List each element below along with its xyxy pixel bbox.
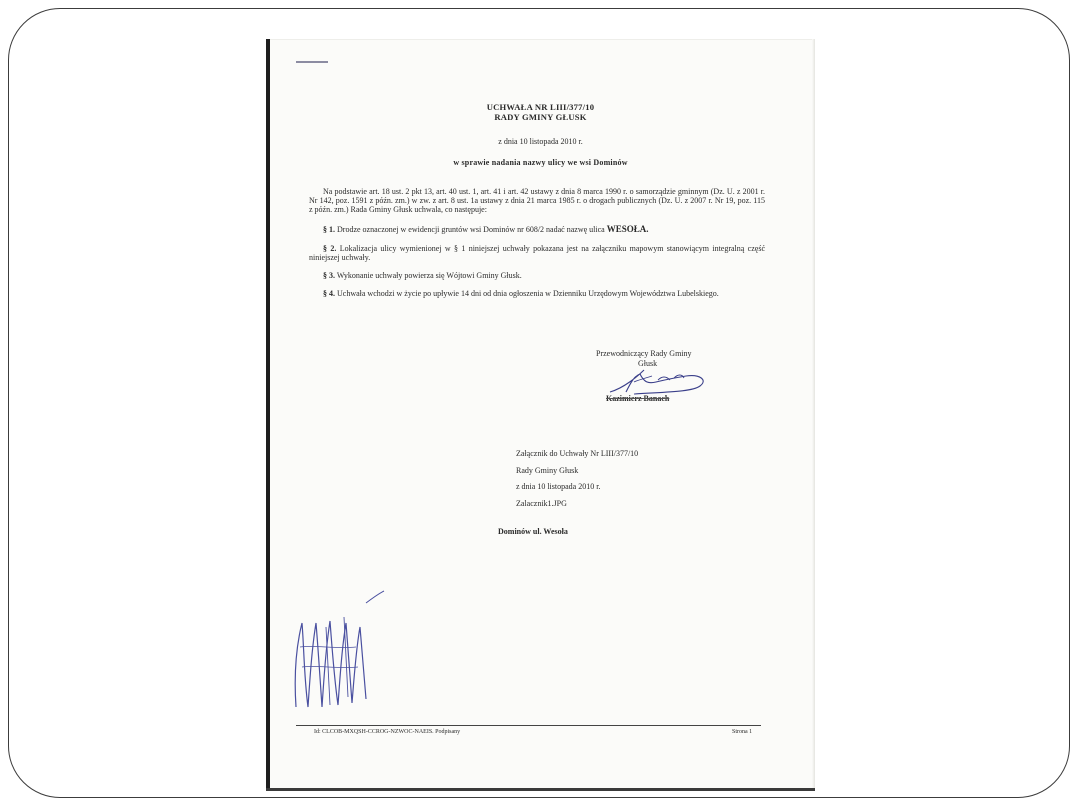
preamble: Na podstawie art. 18 ust. 2 pkt 13, art. 40 ust. 1, art. 41 i art. 42 ustawy z dnia 8 marca 1990 r. o samorządzie gminnym (Dz. U. z 2001 r. Nr 142, poz. 1591 z późn. zm.) w zw. z art. 8 ust. 1a ustawy z dnia 21 marca 1985 r. o drogach publicznych (Dz. U. z 2007 r. Nr 19, poz. 115 z późn. zm.) Rada Gminy Głusk uchwala, co następuje: xyxy=(309,187,765,214)
section-2 xyxy=(309,244,765,262)
signatory-municipality: Głusk xyxy=(638,359,658,368)
section-number: § 3. xyxy=(323,271,335,280)
section-4 xyxy=(309,289,765,298)
page-number: Strona 1 xyxy=(732,729,753,735)
signatory-role: Przewodniczący Rady Gminy xyxy=(596,349,692,358)
scan-right-shade xyxy=(812,39,815,791)
section-text: Wykonanie uchwały powierza się Wójtowi Gminy Głusk. xyxy=(336,271,522,280)
section-number: § 2. xyxy=(323,244,337,253)
resolution-subject: w sprawie nadania nazwy ulicy we wsi Dominów xyxy=(453,158,628,167)
section-text: Uchwała wchodzi w życie po upływie 14 dni od dnia ogłoszenia w Dzienniku Urzędowym Województwa Lubelskiego. xyxy=(337,289,719,298)
section-number: § 4. xyxy=(323,289,335,298)
scan-bottom-edge xyxy=(266,788,815,791)
attachment-line-1: Załącznik do Uchwały Nr LIII/377/10 xyxy=(516,449,639,458)
map-caption: Dominów ul. Wesoła xyxy=(498,527,568,536)
footer-rule xyxy=(296,725,761,726)
attachment-line-2: Rady Gminy Głusk xyxy=(516,466,579,475)
resolution-title: UCHWAŁA NR LIII/377/10 xyxy=(486,102,595,112)
section-number: § 1. xyxy=(323,225,335,234)
scan-left-edge xyxy=(266,39,270,791)
attachment-line-3: z dnia 10 listopada 2010 r. xyxy=(516,482,601,491)
attachment-line-4: Zalacznik1.JPG xyxy=(516,499,567,508)
signatory-name: Kazimierz Banach xyxy=(606,394,670,403)
section-text: Drodze oznaczonej w ewidencji gruntów wsi Dominów nr 608/2 nadać nazwę ulica xyxy=(337,225,607,234)
section-text: Lokalizacja ulicy wymienionej w § 1 niniejszej uchwały pokazana jest na załączniku mapowym stanowiącym integralną część niniejszej uchwały. xyxy=(309,244,765,262)
scanned-document-page xyxy=(266,39,815,791)
corner-mark xyxy=(296,61,328,63)
section-1 xyxy=(309,225,765,234)
document-id: Id: CLCOB-MXQSH-CCROG-NZWOC-NAEIS. Podpisany xyxy=(314,729,461,735)
handwritten-signatures xyxy=(286,587,416,717)
street-name: WESOŁA. xyxy=(606,224,649,234)
council-name: RADY GMINY GŁUSK xyxy=(494,112,587,122)
section-3 xyxy=(309,271,765,280)
resolution-date: z dnia 10 listopada 2010 r. xyxy=(498,137,583,146)
